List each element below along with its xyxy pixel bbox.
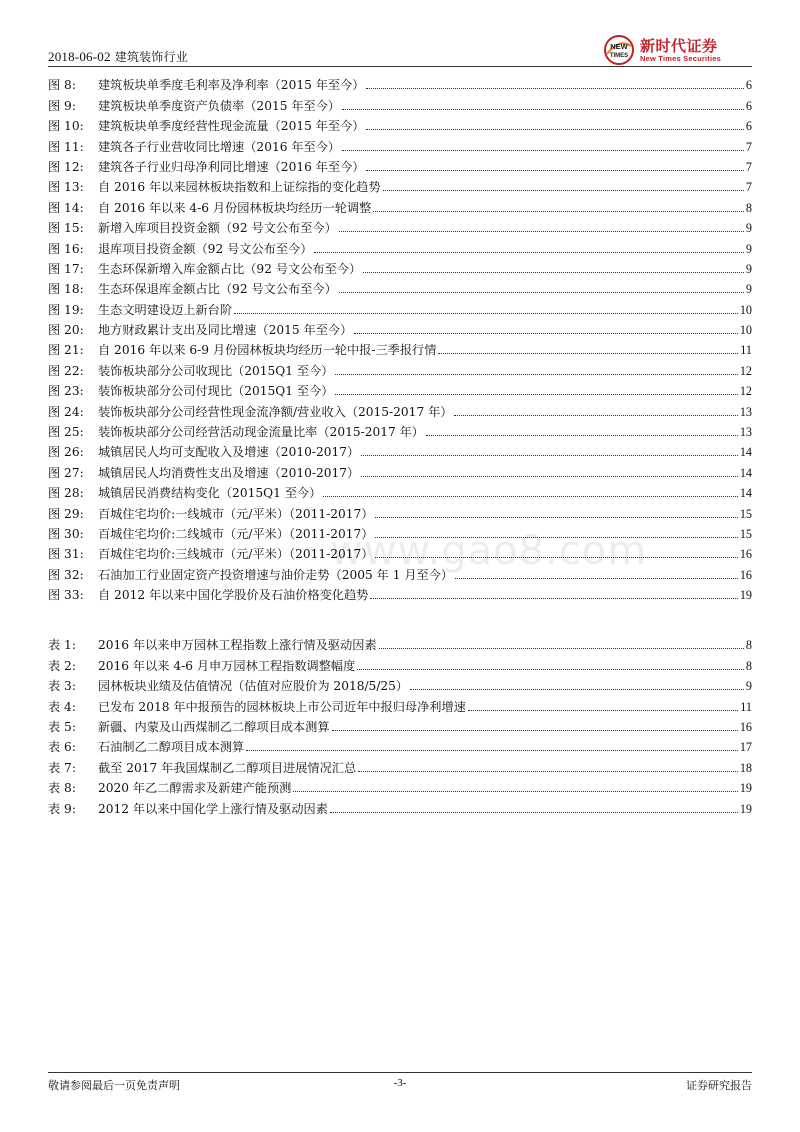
entry-label: 图 25: [48, 425, 84, 440]
entry-title: 装饰板块部分公司经营性现金流净额/营业收入（2015-2017 年） [98, 404, 453, 419]
entry-label: 表 3: [48, 679, 76, 694]
entry-title: 百城住宅均价:二线城市（元/平米）（2011-2017） [98, 526, 374, 541]
figure-entry[interactable] [48, 480, 752, 500]
figure-entry[interactable] [48, 92, 752, 112]
entry-title: 生态文明建设迈上新台阶 [98, 302, 233, 317]
figure-entry[interactable] [48, 154, 752, 174]
dot-leader [454, 414, 737, 416]
entry-title: 建筑各子行业营收同比增速（2016 年至今） [98, 139, 341, 154]
entry-label: 图 33: [48, 588, 84, 603]
entry-title: 城镇居民人均消费性支出及增速（2010-2017） [98, 465, 360, 480]
figure-entry[interactable] [48, 235, 752, 255]
entry-title: 建筑板块单季度经营性现金流量（2015 年至今） [98, 119, 365, 134]
entry-label: 图 24: [48, 404, 84, 419]
dot-leader [373, 210, 744, 212]
figure-entry[interactable] [48, 419, 752, 439]
entry-label: 表 1: [48, 638, 76, 653]
logo-english-name: New Times Securities [640, 54, 721, 63]
entry-title: 石油制乙二醇项目成本测算 [98, 740, 245, 755]
entry-page-number: 8 [745, 658, 752, 673]
entry-title: 百城住宅均价:三线城市（元/平米）（2011-2017） [98, 547, 374, 562]
figure-entry[interactable] [48, 521, 752, 541]
figure-entry[interactable] [48, 541, 752, 561]
dot-leader [375, 556, 737, 558]
entry-title: 已发布 2018 年中报预告的园林板块上市公司近年中报归母净利增速 [98, 699, 466, 714]
dot-leader [366, 169, 743, 171]
entry-title: 装饰板块部分公司付现比（2015Q1 至今） [98, 384, 334, 399]
entry-page-number: 17 [739, 740, 752, 755]
entry-page-number: 16 [739, 719, 752, 734]
entry-title: 自 2016 年以来 4-6 月份园林板块均经历一轮调整 [98, 200, 372, 215]
figure-entry[interactable] [48, 582, 752, 602]
new-times-logo-icon [602, 34, 636, 66]
watermark: www.gao8.com [330, 528, 648, 574]
dot-leader [370, 597, 737, 599]
table-entry[interactable] [48, 775, 752, 795]
entry-title: 建筑各子行业归母净利同比增速（2016 年至今） [98, 159, 365, 174]
svg-text:NEW: NEW [610, 42, 628, 51]
entry-label: 图 10: [48, 119, 84, 134]
entry-page-number: 15 [739, 506, 752, 521]
entry-label: 图 20: [48, 323, 84, 338]
figure-entry[interactable] [48, 500, 752, 520]
entry-title: 装饰板块部分公司收现比（2015Q1 至今） [98, 363, 334, 378]
table-entry[interactable] [48, 734, 752, 754]
entry-page-number: 13 [739, 425, 752, 440]
dot-leader [383, 189, 744, 191]
entry-page-number: 11 [740, 699, 752, 714]
entry-title: 2012 年以来中国化学上涨行情及驱动因素 [98, 801, 328, 816]
figure-entry[interactable] [48, 174, 752, 194]
entry-page-number: 12 [739, 363, 752, 378]
table-entry[interactable] [48, 714, 752, 734]
entry-label: 表 5: [48, 719, 76, 734]
footer-divider [48, 1072, 752, 1073]
entry-label: 表 2: [48, 658, 76, 673]
entry-label: 表 4: [48, 699, 76, 714]
entry-label: 表 8: [48, 781, 76, 796]
dot-leader [332, 729, 738, 731]
dot-leader [354, 332, 738, 334]
dot-leader [342, 149, 744, 151]
entry-page-number: 9 [745, 241, 752, 256]
entry-page-number: 9 [745, 679, 752, 694]
dot-leader [335, 373, 737, 375]
entry-page-number: 6 [745, 119, 752, 134]
entry-page-number: 12 [739, 384, 752, 399]
entry-title: 百城住宅均价:一线城市（元/平米）（2011-2017） [98, 506, 374, 521]
entry-title: 石油加工行业固定资产投资增速与油价走势（2005 年 1 月至今） [98, 567, 454, 582]
entry-title: 城镇居民消费结构变化（2015Q1 至今） [98, 486, 322, 501]
entry-title: 城镇居民人均可支配收入及增速（2010-2017） [98, 445, 360, 460]
dot-leader [366, 87, 743, 89]
svg-text:TIMES: TIMES [609, 53, 629, 59]
entry-label: 表 6: [48, 740, 76, 755]
dot-leader [293, 790, 737, 792]
entry-label: 图 21: [48, 343, 84, 358]
table-entry[interactable] [48, 673, 752, 693]
figure-entry[interactable] [48, 357, 752, 377]
entry-title: 生态环保新增入库金额占比（92 号文公布至今） [98, 261, 362, 276]
dot-leader [468, 709, 738, 711]
dot-leader [330, 811, 738, 813]
dot-leader [363, 271, 744, 273]
entry-label: 图 15: [48, 221, 84, 236]
dot-leader [410, 688, 744, 690]
entry-page-number: 15 [739, 526, 752, 541]
dot-leader [357, 668, 744, 670]
table-entry[interactable] [48, 632, 752, 652]
entry-label: 图 19: [48, 302, 84, 317]
entry-title: 退库项目投资金额（92 号文公布至今） [98, 241, 313, 256]
header-divider [48, 66, 752, 67]
figure-entry[interactable] [48, 194, 752, 214]
entry-page-number: 8 [745, 200, 752, 215]
figure-entry[interactable] [48, 378, 752, 398]
entry-page-number: 10 [739, 302, 752, 317]
entry-label: 图 31: [48, 547, 84, 562]
entry-page-number: 19 [739, 588, 752, 603]
entry-page-number: 6 [745, 78, 752, 93]
table-entry[interactable] [48, 754, 752, 774]
entry-page-number: 18 [739, 760, 752, 775]
entry-page-number: 16 [739, 567, 752, 582]
figure-entry[interactable] [48, 337, 752, 357]
entry-title: 2016 年以来 4-6 月申万园林工程指数调整幅度 [98, 658, 356, 673]
table-entry[interactable] [48, 652, 752, 672]
entry-title: 生态环保退库金额占比（92 号文公布至今） [98, 282, 337, 297]
entry-label: 图 8: [48, 78, 76, 93]
entry-label: 图 30: [48, 526, 84, 541]
dot-leader [314, 251, 744, 253]
figure-entry[interactable] [48, 439, 752, 459]
entry-label: 表 9: [48, 801, 76, 816]
entry-title: 自 2016 年以来园林板块指数和上证综指的变化趋势 [98, 180, 381, 195]
entry-label: 表 7: [48, 760, 76, 775]
entry-page-number: 13 [739, 404, 752, 419]
figure-entry[interactable] [48, 296, 752, 316]
entry-label: 图 13: [48, 180, 84, 195]
entry-page-number: 11 [740, 343, 752, 358]
entry-label: 图 16: [48, 241, 84, 256]
logo-chinese-name: 新时代证券 [640, 37, 718, 55]
dot-leader [438, 352, 738, 354]
page-footer [48, 1077, 752, 1093]
entry-label: 图 27: [48, 465, 84, 480]
report-date: 2018-06-02 [48, 49, 111, 64]
entry-title: 自 2012 年以来中国化学股价及石油价格变化趋势 [98, 588, 369, 603]
entry-label: 图 17: [48, 261, 84, 276]
industry-name: 建筑装饰行业 [114, 50, 188, 64]
dot-leader [246, 749, 738, 751]
entry-page-number: 14 [739, 465, 752, 480]
entry-page-number: 7 [745, 139, 752, 154]
entry-page-number: 9 [745, 261, 752, 276]
figure-entry[interactable] [48, 256, 752, 276]
dot-leader [234, 312, 738, 314]
page-number: -3- [393, 1077, 407, 1089]
entry-page-number: 14 [739, 486, 752, 501]
dot-leader [335, 393, 737, 395]
entry-page-number: 10 [739, 323, 752, 338]
entry-label: 图 22: [48, 363, 84, 378]
figure-list [48, 72, 752, 602]
entry-title: 截至 2017 年我国煤制乙二醇项目进展情况汇总 [98, 760, 357, 775]
dot-leader [379, 647, 744, 649]
figure-entry[interactable] [48, 398, 752, 418]
entry-label: 图 18: [48, 282, 84, 297]
entry-page-number: 9 [745, 282, 752, 297]
entry-label: 图 9: [48, 98, 76, 113]
entry-label: 图 11: [48, 139, 84, 154]
table-entry[interactable] [48, 693, 752, 713]
disclaimer-note: 敬请参阅最后一页免责声明 [48, 1079, 180, 1092]
entry-title: 新增入库项目投资金额（92 号文公布至今） [98, 221, 337, 236]
dot-leader [366, 128, 743, 130]
figure-entry[interactable] [48, 72, 752, 92]
dot-leader [375, 536, 737, 538]
entry-page-number: 9 [745, 221, 752, 236]
dot-leader [455, 577, 738, 579]
dot-leader [361, 475, 738, 477]
entry-page-number: 7 [745, 159, 752, 174]
figure-entry[interactable] [48, 459, 752, 479]
dot-leader [375, 516, 737, 518]
dot-leader [426, 434, 738, 436]
figure-entry[interactable] [48, 561, 752, 581]
entry-title: 2016 年以来申万园林工程指数上涨行情及驱动因素 [98, 638, 377, 653]
entry-label: 图 32: [48, 567, 84, 582]
entry-label: 图 12: [48, 159, 84, 174]
dot-leader [339, 230, 744, 232]
entry-page-number: 6 [745, 98, 752, 113]
figure-entry[interactable] [48, 276, 752, 296]
figure-entry[interactable] [48, 317, 752, 337]
entry-page-number: 19 [739, 801, 752, 816]
dot-leader [361, 454, 738, 456]
entry-title: 装饰板块部分公司经营活动现金流量比率（2015-2017 年） [98, 425, 424, 440]
entry-page-number: 19 [739, 781, 752, 796]
entry-label: 图 29: [48, 506, 84, 521]
entry-title: 园林板块业绩及估值情况（估值对应股价为 2018/5/25） [98, 679, 409, 694]
entry-title: 建筑板块单季度毛利率及净利率（2015 年至今） [98, 78, 365, 93]
table-entry[interactable] [48, 795, 752, 815]
figure-entry[interactable] [48, 215, 752, 235]
entry-label: 图 14: [48, 200, 84, 215]
entry-page-number: 7 [745, 180, 752, 195]
entry-title: 自 2016 年以来 6-9 月份园林板块均经历一轮中报-三季报行情 [98, 343, 437, 358]
report-type: 证券研究报告 [686, 1079, 752, 1092]
entry-title: 建筑板块单季度资产负债率（2015 年至今） [98, 98, 341, 113]
entry-title: 新疆、内蒙及山西煤制乙二醇项目成本测算 [98, 719, 330, 734]
dot-leader [342, 108, 744, 110]
entry-title: 2020 年乙二醇需求及新建产能预测 [98, 781, 292, 796]
dot-leader [358, 770, 738, 772]
figure-entry[interactable] [48, 113, 752, 133]
header-date-industry [48, 48, 188, 65]
entry-page-number: 16 [739, 547, 752, 562]
entry-label: 图 23: [48, 384, 84, 399]
entry-title: 地方财政累计支出及同比增速（2015 年至今） [98, 323, 353, 338]
entry-page-number: 8 [745, 638, 752, 653]
table-list [48, 632, 752, 816]
company-logo [602, 34, 752, 66]
dot-leader [339, 291, 744, 293]
dot-leader [323, 495, 738, 497]
entry-page-number: 14 [739, 445, 752, 460]
entry-label: 图 26: [48, 445, 84, 460]
figure-entry[interactable] [48, 133, 752, 153]
page-header [48, 37, 752, 68]
entry-label: 图 28: [48, 486, 84, 501]
